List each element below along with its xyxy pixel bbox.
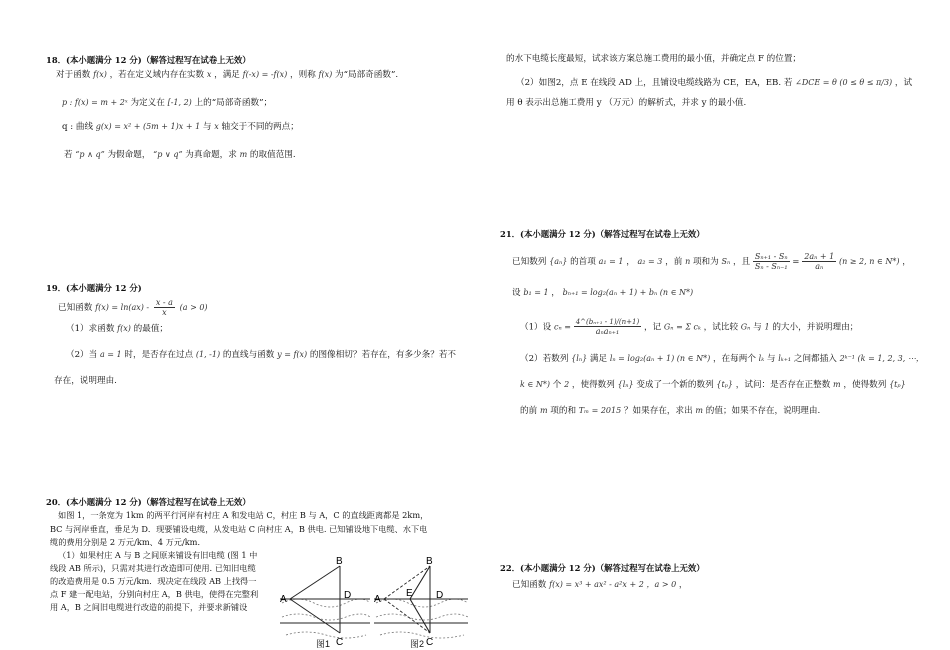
fig2-label-a: A xyxy=(374,594,381,605)
q20-sub1-line5: 用 A，B 之间旧电缆进行改造的前提下，并要求新铺设 xyxy=(50,602,248,612)
q19-line2: （1）求函数 f(x) 的最值； xyxy=(66,324,169,334)
q20-sub1-line2: 线段 AB 所示)，只需对其进行改造即可使用. 已知旧电缆 xyxy=(50,563,256,573)
q20-sub1-line3: 的改造费用是 0.5 万元/km．现决定在线段 AB 上找得一 xyxy=(50,576,257,586)
figure-2 xyxy=(372,555,468,650)
fig1-label-c: C xyxy=(336,637,344,648)
q18-line4: 若 “p ∧ q” 为假命题， “p ∨ q” 为真命题，求 m 的取值范围. xyxy=(64,150,296,160)
q22-line1: 已知函数 f(x) = x³ + ax² - a²x + 2 ，a > 0 ， xyxy=(512,580,688,590)
q21-line1: 已知数列 {aₙ} 的首项 a₁ = 1 ， a₂ = 3 ，前 n 项和为 Sₙ ，且 $\frac{\text{Sₙ₊₁ - Sₙ}}{\text{Sₙ - Sₙ₋₁}}$ = $\frac{\text{2aₙ + 1}}{\text{aₙ}}$ (n ≥ 2, n ∈ N*) ， xyxy=(512,252,911,271)
q20-sub1-line1: （1）如果村庄 A 与 B 之间原来铺设有旧电缆 (图 1 中 xyxy=(58,550,258,560)
q21-line3: （1）设 cₙ = 4^(bₙ₊₁ - 1)/(n+1) aₙaₙ₊₁ ，记 Gₙ = Σ cₖ ，试比较 Gₙ 与 1 的大小，并说明理由； xyxy=(520,318,859,336)
q19-header: 19．(本小题满分 12 分) xyxy=(46,283,142,293)
q21-fraction-s: $\frac{\text{Sₙ₊₁ - Sₙ}}{\text{Sₙ - Sₙ₋₁}}$ xyxy=(754,252,788,271)
q18-line2: p : f(x) = m + 2ˣ 为定义在 [-1, 2) 上的“局部奇函数”； xyxy=(62,98,273,108)
q20-cont-line1: 的水下电缆长度最短，试求该方案总施工费用的最小值，并确定点 F 的位置； xyxy=(506,54,802,64)
fig1-label-a: A xyxy=(280,594,287,605)
q20-cont-line2: （2）如图2，点 E 在线段 AD 上，且铺设电缆线路为 CE，EA，EB. 若 ∠DCE = θ (0 ≤ θ ≤ π/3) ，试 xyxy=(516,78,913,88)
q18-line1: 对于函数 f(x) ，若在定义域内存在实数 x ，满足 f(-x) = -f(x) ，则称 f(x) 为“局部奇函数”. xyxy=(56,70,399,80)
q21-line6: 的前 m 项的和 Tₘ = 2015 ？如果存在，求出 m 的值；如果不存在，说明理由. xyxy=(520,406,821,416)
q19-line4: 存在，说明理由. xyxy=(54,376,117,386)
q22-header: 22．(本小题满分 12 分)（解答过程写在试卷上无效） xyxy=(500,563,705,573)
q20-para1: 如图 1，一条宽为 1km 的两平行河岸有村庄 A 和发电站 C，村庄 B 与 A，C 的直线距离都是 2km， xyxy=(58,510,429,520)
q20-cont-line3: 用 θ 表示出总施工费用 y （万元）的解析式，并求 y 的最小值. xyxy=(506,98,747,108)
fig1-label-d: D xyxy=(344,590,352,601)
figure-2-caption: 图2 xyxy=(410,639,425,649)
figure-1 xyxy=(278,555,370,650)
q20-sub1-line4: 点 F 建一配电站，分别向村庄 A，B 供电，使得在完整利 xyxy=(50,589,259,599)
q21-line2: 设 b₁ = 1 ， bₙ₊₁ = log₂(aₙ + 1) + bₙ (n ∈ N*) xyxy=(512,288,694,298)
q21-fraction-a: $\frac{\text{2aₙ + 1}}{\text{aₙ}}$ xyxy=(804,252,835,271)
fig2-label-d: D xyxy=(436,590,444,601)
q21-line4: （2）若数列 {lₙ} 满足 lₙ = log₂(aₙ + 1) (n ∈ N*) ，在每两个 lₖ 与 lₖ₊₁ 之间都插入 2ᵏ⁻¹ (k = 1, 2, 3, ⋯， xyxy=(520,354,924,364)
q20-para3: 缆的费用分别是 2 万元/km、4 万元/km． xyxy=(50,537,206,547)
q18-header: 18．(本小题满分 12 分)（解答过程写在试卷上无效） xyxy=(46,55,251,65)
q19-line1: 已知函数 f(x) = ln(ax) - $\frac{x - a}{x}$ (a > 0) xyxy=(58,298,208,317)
fig2-label-e: E xyxy=(406,588,413,599)
q20-header: 20．(本小题满分 12 分)（解答过程写在试卷上无效） xyxy=(46,497,251,507)
q21-line5: k ∈ N*) 个 2 ，使得数列 {lₙ} 变成了一个新的数列 {tₚ} ，试问：是否存在正整数 m ，使得数列 {tₚ} xyxy=(520,380,906,390)
q21-fraction-c: 4^(bₙ₊₁ - 1)/(n+1) aₙaₙ₊₁ xyxy=(575,318,640,336)
q19-line3: （2）当 a = 1 时，是否存在过点 (1, -1) 的直线与函数 y = f(x) 的图像相切？若存在，有多少条？若不 xyxy=(66,350,457,360)
q18-line3: q : 曲线 g(x) = x² + (5m + 1)x + 1 与 x 轴交于不同的两点； xyxy=(62,122,299,132)
q20-para2: BC 与河岸垂直，垂足为 D．现要铺设电缆，从发电站 C 向村庄 A，B 供电. 已知铺设地下电缆、水下电 xyxy=(50,524,428,534)
figure-1-caption: 图1 xyxy=(316,639,331,649)
fig1-label-b: B xyxy=(336,556,343,567)
fig2-label-b: B xyxy=(426,556,433,567)
q19-fraction: $\frac{x - a}{x}$ xyxy=(155,298,173,317)
q21-header: 21．(本小题满分 12 分)（解答过程写在试卷上无效） xyxy=(500,229,705,239)
fig2-label-c: C xyxy=(426,637,434,648)
